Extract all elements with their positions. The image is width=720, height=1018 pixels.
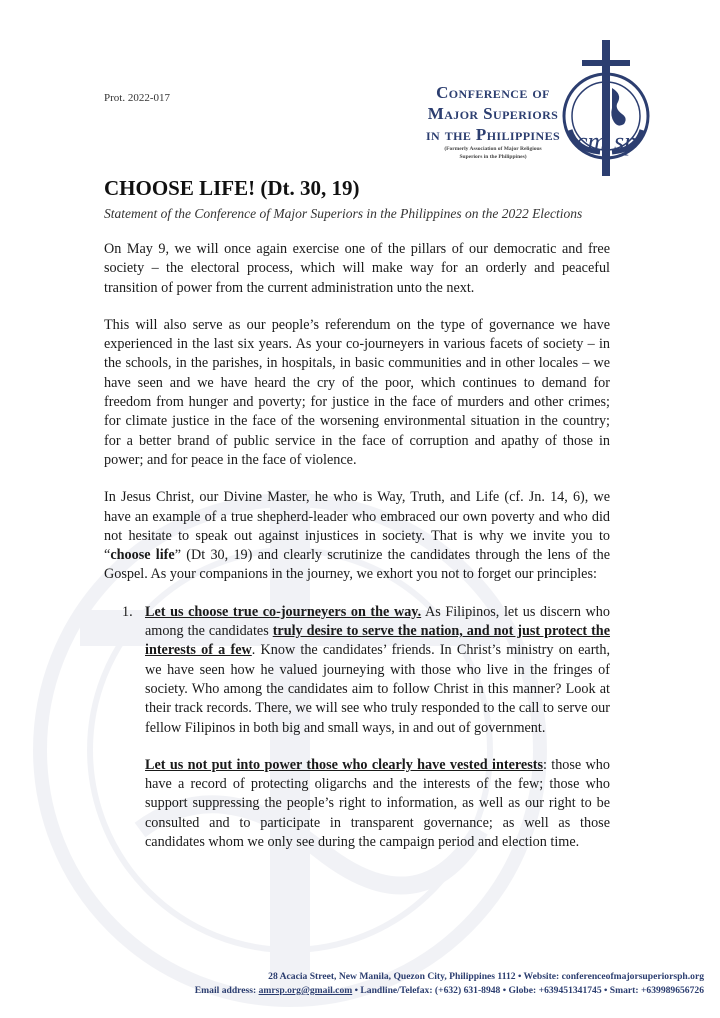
list-item-number: 1. <box>122 603 133 620</box>
paragraph-3-text-a: In Jesus Christ, our Divine Master, he who is Way, Truth, and Life (cf. Jn. 14, 6), we have an example of a true shepherd-leader who embraced our own poverty and who did not hesitate to speak out against injustices in society. That is why we invite you to “ <box>104 489 610 564</box>
protocol-number: Prot. 2022-017 <box>104 92 170 104</box>
svg-text:sp: sp <box>614 127 638 156</box>
principle-1-text-b: . Know the candidates’ friends. In Christ’s ministry on earth, we have seen how he valued journeying with those who live in the fringes of society. Who among the candidates aim to follow Christ in this manner? Look at their track records. There, we will see who truly responded to the call to serve our fellow Filipinos in both big and small ways, in and out of government. <box>145 642 611 736</box>
org-former-name-1: (Formerly Association of Major Religious <box>444 146 542 152</box>
footer-contacts <box>60 984 704 998</box>
principle-1-followup <box>145 756 610 852</box>
principle-1-paragraph <box>145 603 610 738</box>
list-item <box>104 603 610 853</box>
footer-phone-numbers: • Landline/Telefax: (+632) 631-8948 • Globe: +639451341745 • Smart: +639989656726 <box>352 985 704 996</box>
statement-subtitle: Statement of the Conference of Major Superiors in the Philippines on the 2022 Elections <box>104 206 583 221</box>
statement-title: CHOOSE LIFE! (Dt. 30, 19) <box>104 176 360 200</box>
cmsp-logo-icon <box>556 38 656 178</box>
org-name-line-1: Conference of <box>436 83 550 102</box>
vested-interests-heading: Let us not put into power those who clearly have vested interests <box>145 756 543 773</box>
principle-1-heading: Let us choose true co-journeyers on the way. <box>145 603 422 620</box>
footer-email-label: Email address: <box>194 985 259 996</box>
organization-name <box>418 82 568 160</box>
page-footer <box>60 970 704 998</box>
paragraph-3 <box>104 488 610 584</box>
footer-address: 28 Acacia Street, New Manila, Quezon City, Philippines 1112 • Website: conferenceofmajorsuperiorsph.org <box>268 971 704 982</box>
principle-1-text-a: As Filipinos, let us discern who among the candidates <box>145 603 610 640</box>
org-name-line-2: Major Superiors <box>427 104 559 123</box>
org-former-name-2: Superiors in the Philippines) <box>459 153 527 160</box>
org-name-line-3: in the Philippines <box>425 125 561 144</box>
svg-text:cm: cm <box>576 127 607 156</box>
footer-email-link[interactable]: amrsp.org@gmail.com <box>258 985 353 996</box>
statement-body <box>104 240 610 870</box>
vested-interests-text: : those who have a record of protecting oligarchs and the interests of the few; those who support suppressing the people’s right to information, as well as our right to be consulted and to participate in transparent governance; as well as those candidates whom we only see during the campaign period and election time. <box>145 756 610 851</box>
paragraph-1: On May 9, we will once again exercise one of the pillars of our democratic and free society – the electoral process, which will make way for an orderly and peaceful transition of power from the current administration unto the next. <box>104 241 610 296</box>
paragraph-2: This will also serve as our people’s referendum on the type of governance we have experienced in the last six years. As your co-journeyers in various facets of society – in the schools, in the parishes, in hospitals, in basic communities and in other locales – we have seen and we have heard the cry of the poor, which continues to demand for freedom from hunger and poverty; for justice in the face of murders and other crimes; for climate justice in the face of the worsening environmental situation in the country; for a better brand of public service in the face of corruption and apathy of those in power; and for peace in the face of violence. <box>104 316 610 468</box>
paragraph-3-text-b: ” (Dt 30, 19) and clearly scrutinize the candidates through the lens of the Gospel. As your companions in the journey, we exhort you not to forget our principles: <box>104 547 610 583</box>
principles-list <box>104 603 610 853</box>
principle-1-emphasis: truly desire to serve the nation, and not just protect the interests of a few <box>145 623 610 659</box>
choose-life-emphasis: choose life <box>110 547 175 564</box>
